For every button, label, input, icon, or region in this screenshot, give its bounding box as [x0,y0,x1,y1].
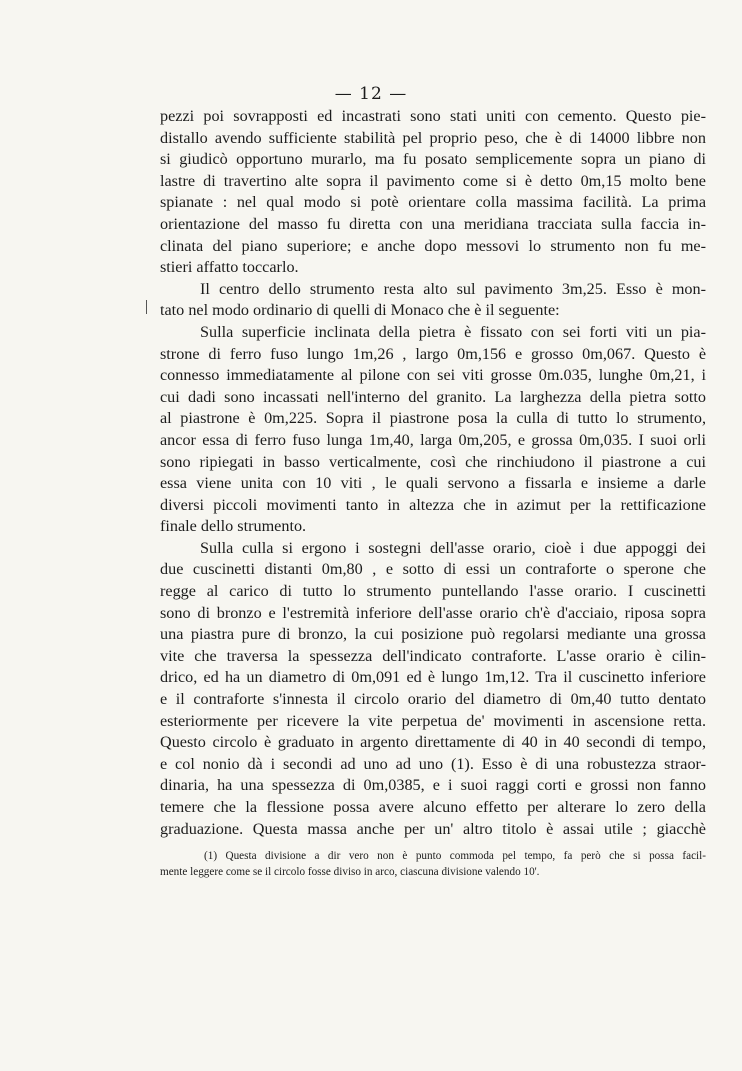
text-line: al piastrone è 0m,225. Sopra il piastrone posa la culla di tutto lo strumento, [160,409,706,428]
text-line: Sulla culla si ergono i sostegni dell'asse orario, cioè i due appoggi dei [200,538,706,557]
text-line: graduazione. Questa massa anche per un' altro titolo è assai utile ; giacchè [160,819,706,838]
text-line: clinata del piano superiore; e anche dopo messovi lo strumento non fu me- [160,236,706,255]
text-line: Il centro dello strumento resta alto sul pavimento 3m,25. Esso è mon- [200,279,706,298]
margin-mark [146,300,147,314]
text-line: essa viene unita con 10 viti , le quali servono a fissarla e insieme a darle [160,474,706,493]
text-line: cui dadi sono incassati nell'interno del granito. La larghezza della pietra sotto [160,387,706,406]
text-line: finale dello strumento. [160,517,307,536]
page-number: — 12 — [334,84,408,104]
text-line: drico, ed ha un diametro di 0m,091 ed è lungo 1m,12. Tra il cuscinetto inferiore [160,668,706,687]
text-line: si giudicò opportuno murarlo, ma fu posato semplicemente sopra un piano di [160,150,706,169]
text-line: e col nonio dà i secondi ad uno ad uno (1). Esso è di una robustezza straor- [160,754,706,773]
text-line: vite che traversa la spessezza dell'indicato contraforte. L'asse orario è cilin- [160,646,706,665]
text-line: lastre di travertino alte sopra il pavimento come si è detto 0m,15 molto bene [160,171,706,190]
text-line: distallo avendo sufficiente stabilità pel proprio peso, che è di 14000 libbre non [160,128,706,147]
text-line: strone di ferro fuso lungo 1m,26 , largo 0m,156 e grosso 0m,067. Questo è [160,344,706,363]
text-line: pezzi poi sovrapposti ed incastrati sono stati uniti con cemento. Questo pie- [160,107,706,125]
text-line: temere che la flessione possa avere alcuno effetto per alterare lo zero della [160,798,706,816]
text-line: sono ripiegati in basso verticalmente, così che rinchiudono il piastrone a cui [160,452,706,471]
footnote-line: (1) Questa divisione a dir vero non è punto commoda pel tempo, fa però che si possa facil- [204,850,706,862]
text-line: spianate : nel qual modo si potè orientare colla massima facilità. La prima [160,193,706,212]
text-line: tato nel modo ordinario di quelli di Monaco che è il seguente: [160,301,560,320]
text-line: dinaria, ha una spessezza di 0m,0385, e i suoi raggi corti e grossi non fanno [160,776,706,795]
text-line: una piastra pure di bronzo, la cui posizione può regolarsi mediante una grossa [160,625,706,644]
text-line: e il contraforte s'innesta il circolo orario del diametro di 0m,40 tutto dentato [160,690,706,709]
text-line: stieri affatto toccarlo. [160,258,299,277]
text-line: diversi piccoli movimenti tanto in altezza che in azimut per la rettificazione [160,495,706,514]
text-line: esteriormente per ricevere la vite perpetua de' movimenti in ascensione retta. [160,711,706,730]
text-line: sono di bronzo e l'estremità inferiore dell'asse orario ch'è d'acciaio, riposa sopra [160,603,706,622]
body-text [160,106,706,840]
text-line: Questo circolo è graduato in argento direttamente di 40 in 40 secondi di tempo, [160,733,706,752]
footnote-line: mente leggere come se il circolo fosse diviso in arco, ciascuna divisione valendo 10'. [160,866,540,878]
text-line: connesso immediatamente al pilone con sei viti grosse 0m.035, lunghe 0m,21, i [160,366,706,385]
text-line: regge al carico di tutto lo strumento puntellando l'asse orario. I cuscinetti [160,582,706,601]
text-line: due cuscinetti distanti 0m,80 , e sotto di essi un contraforte o sperone che [160,560,706,579]
footnote [160,848,706,880]
text-line: Sulla superficie inclinata della pietra è fissato con sei forti viti un pia- [200,322,706,341]
text-line: ancor essa di ferro fuso lunga 1m,40, larga 0m,205, e grossa 0m,035. I suoi orli [160,430,706,449]
text-line: orientazione del masso fu diretta con una meridiana tracciata sulla faccia in- [160,214,706,233]
